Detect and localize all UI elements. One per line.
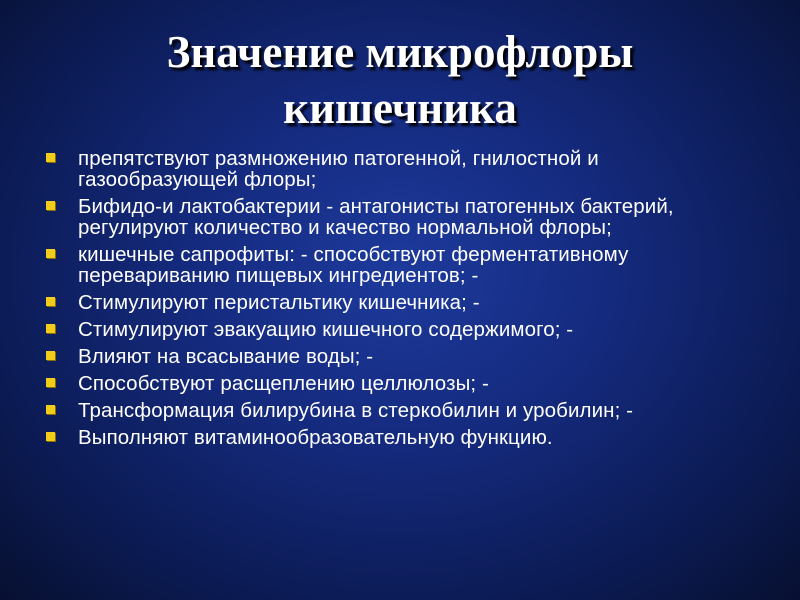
bullet-item — [46, 292, 756, 313]
bullet-item — [46, 427, 756, 448]
bullet-item — [46, 148, 756, 190]
slide-title — [40, 24, 760, 136]
bullet-square-icon — [46, 201, 55, 210]
bullet-text: препятствуют размножению патогенной, гнилостной и газообразующей флоры; — [78, 147, 599, 191]
bullet-text: Трансформация билирубина в стеркобилин и уробилин; - — [78, 399, 634, 422]
bullet-square-icon — [46, 249, 55, 258]
slide-title-line-2: кишечника — [283, 83, 517, 133]
bullet-square-icon — [46, 405, 55, 414]
bullet-item — [46, 373, 756, 394]
bullet-square-icon — [46, 324, 55, 333]
bullet-item — [46, 319, 756, 340]
bullet-square-icon — [46, 297, 55, 306]
bullet-item — [46, 400, 756, 421]
bullet-item — [46, 196, 756, 238]
bullet-text: Влияют на всасывание воды; - — [78, 345, 374, 368]
bullet-text: Стимулируют перистальтику кишечника; - — [78, 291, 480, 314]
bullet-text: кишечные сапрофиты: - способствуют ферментативному перевариванию пищевых ингредиентов; - — [78, 243, 629, 287]
bullet-item — [46, 244, 756, 286]
slide-title-line-1: Значение микрофлоры — [166, 27, 634, 77]
bullet-square-icon — [46, 432, 55, 441]
bullet-list — [46, 148, 756, 454]
bullet-square-icon — [46, 378, 55, 387]
bullet-text: Выполняют витаминообразовательную функцию. — [78, 426, 553, 449]
bullet-item — [46, 346, 756, 367]
bullet-square-icon — [46, 153, 55, 162]
bullet-square-icon — [46, 351, 55, 360]
bullet-text: Бифидо-и лактобактерии - антагонисты патогенных бактерий, регулируют количество и качество нормальной флоры; — [78, 195, 674, 239]
bullet-text: Стимулируют эвакуацию кишечного содержимого; - — [78, 318, 574, 341]
bullet-text: Способствуют расщеплению целлюлозы; - — [78, 372, 489, 395]
